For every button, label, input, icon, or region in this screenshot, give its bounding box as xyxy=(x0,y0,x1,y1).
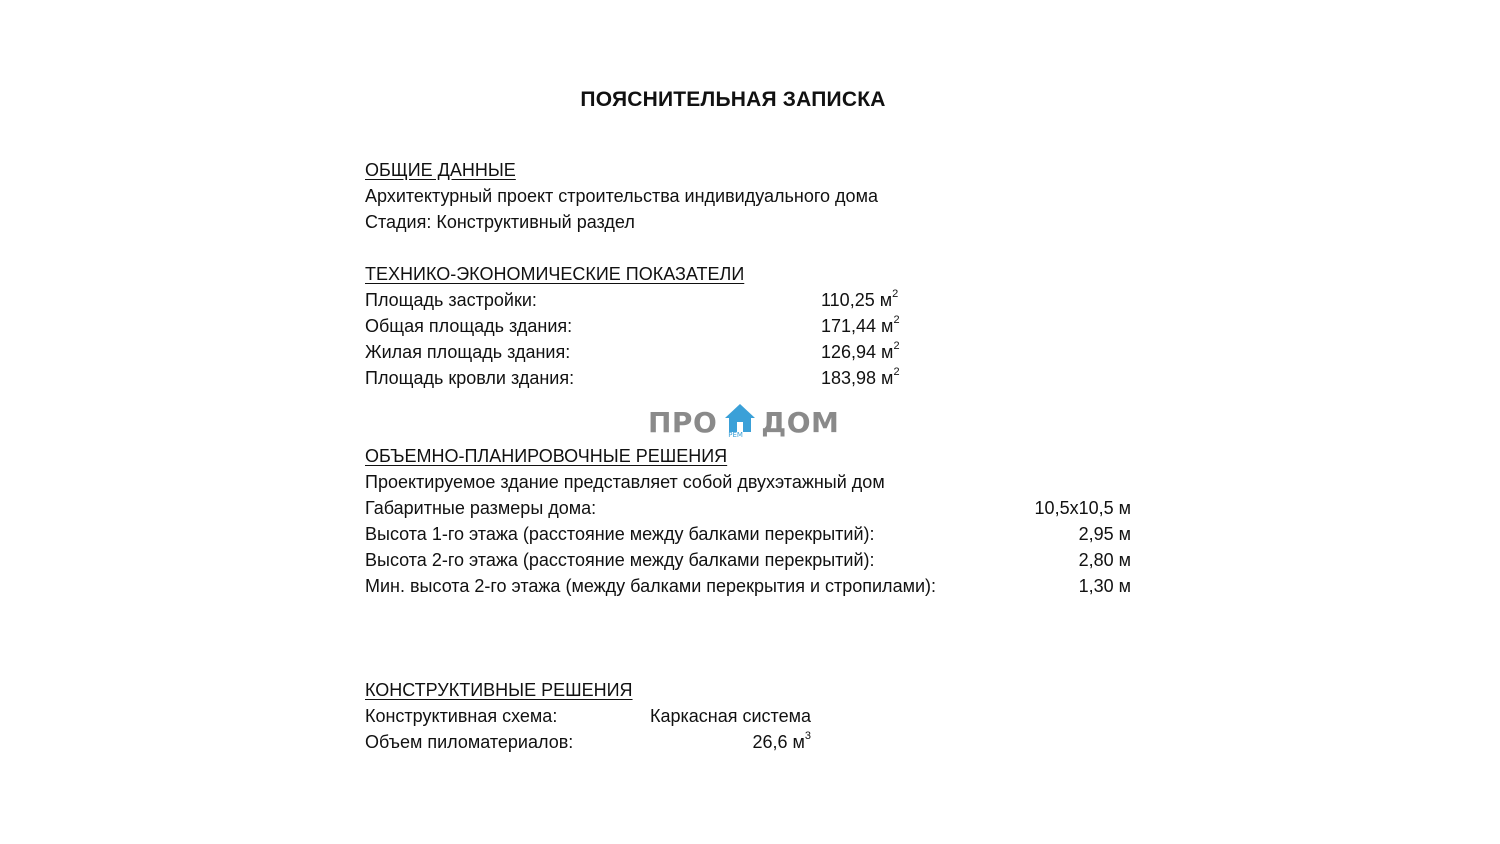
structural-heading: КОНСТРУКТИВНЫЕ РЕШЕНИЯ xyxy=(365,680,633,700)
planning-label-floor2-min-height: Мин. высота 2-го этажа (между балками перекрытия и стропилами): xyxy=(365,576,936,596)
planning-value-floor2-height: 2,80 м xyxy=(1078,550,1131,570)
planning-value-dimensions: 10,5x10,5 м xyxy=(1034,498,1131,518)
planning-value-floor1-height: 2,95 м xyxy=(1078,524,1131,544)
house-icon xyxy=(723,402,757,442)
indicator-label-total-area: Общая площадь здания: xyxy=(365,316,573,336)
structural-label-scheme: Конструктивная схема: xyxy=(365,706,558,726)
general-line-stage: Стадия: Конструктивный раздел xyxy=(365,212,635,232)
logo-right-text: ДОМ xyxy=(761,405,840,439)
indicator-value-total-area: 171,44 $м^2$ xyxy=(821,314,900,336)
prodom-logo xyxy=(648,402,839,442)
planning-label-floor2-height: Высота 2-го этажа (расстояние между балками перекрытий): xyxy=(365,550,875,570)
logo-left-text: ПРО xyxy=(648,405,718,439)
structural-value-lumber-volume: 26,6 $м^3$ xyxy=(752,730,811,752)
page-title: ПОЯСНИТЕЛЬНАЯ ЗАПИСКА xyxy=(580,88,886,111)
indicator-value-living-area: 126,94 $м^2$ xyxy=(821,340,900,362)
structural-label-lumber-volume: Объем пиломатериалов: xyxy=(365,732,574,752)
indicator-label-roof-area: Площадь кровли здания: xyxy=(365,368,575,388)
planning-heading: ОБЪЕМНО-ПЛАНИРОВОЧНЫЕ РЕШЕНИЯ xyxy=(365,446,728,466)
planning-label-floor1-height: Высота 1-го этажа (расстояние между балками перекрытий): xyxy=(365,524,875,544)
general-heading: ОБЩИЕ ДАННЫЕ xyxy=(365,160,516,180)
general-line-project: Архитектурный проект строительства индивидуального дома xyxy=(365,186,878,206)
indicator-value-building-area: 110,25 $м^2$ xyxy=(821,288,899,310)
indicator-value-roof-area: 183,98 $м^2$ xyxy=(821,366,900,388)
indicator-label-living-area: Жилая площадь здания: xyxy=(365,342,571,362)
planning-label-dimensions: Габаритные размеры дома: xyxy=(365,498,597,518)
planning-intro: Проектируемое здание представляет собой двухэтажный дом xyxy=(365,472,885,492)
structural-value-scheme: Каркасная система xyxy=(650,706,811,726)
indicator-label-building-area: Площадь застройки: xyxy=(365,290,537,310)
logo-small-text: РЕМ xyxy=(728,431,743,439)
planning-value-floor2-min-height: 1,30 м xyxy=(1078,576,1131,596)
indicators-heading: ТЕХНИКО-ЭКОНОМИЧЕСКИЕ ПОКАЗАТЕЛИ xyxy=(365,264,745,284)
